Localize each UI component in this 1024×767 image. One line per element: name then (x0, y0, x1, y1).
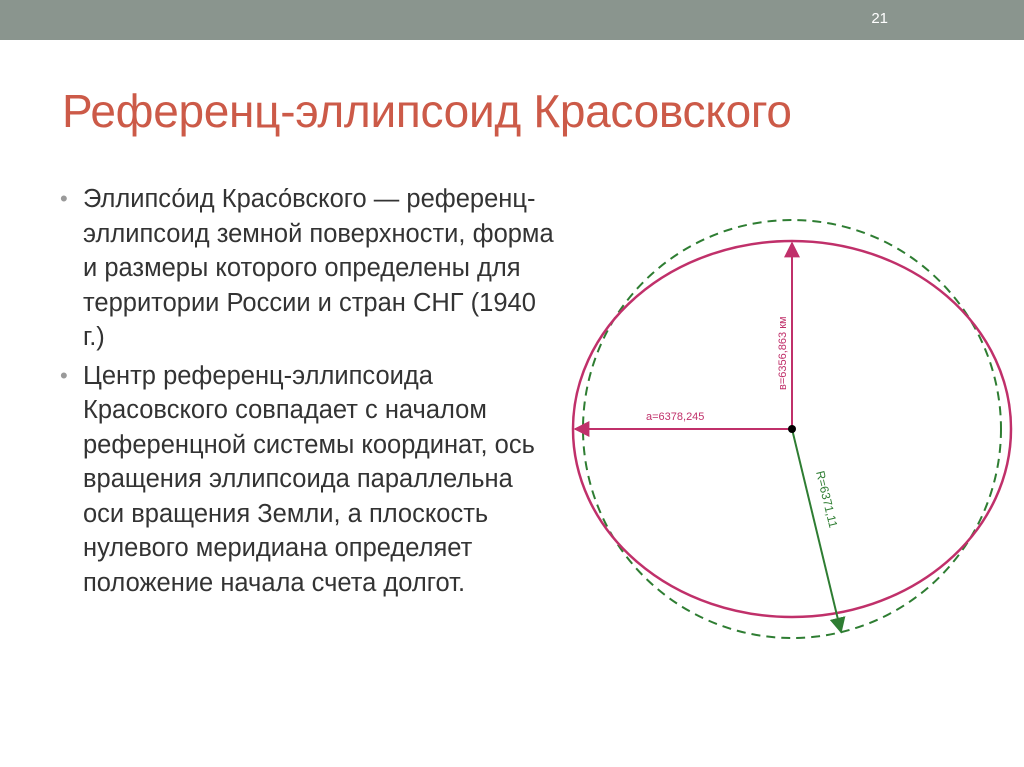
radius-arrow (792, 429, 841, 632)
top-bar (0, 0, 1024, 40)
label-b: в=6356,863 км (777, 316, 789, 390)
bullet-list (60, 182, 560, 604)
bullet-item (60, 359, 560, 601)
label-r: R=6371,11 (813, 469, 841, 530)
ellipsoid-diagram (560, 200, 1020, 650)
bullet-marker: • (60, 186, 68, 211)
center-point (788, 425, 796, 433)
bullet-text: Центр референц-эллипсоида Красовского совпадает с началом референцной системы координат, ось вращения эллипсоида параллельна оси вращения Земли, а плоскость нулевого меридиана определяет положение начала счета долгот. (83, 361, 535, 597)
bullet-text: Эллипсо́ид Красо́вского — референц-эллипсоид земной поверхности, форма и размеры которого определены для территории России и стран СНГ (1940 г.) (83, 185, 554, 351)
bullet-marker: • (60, 362, 68, 388)
label-a: a=6378,245 (646, 411, 705, 423)
bullet-item (60, 182, 560, 355)
slide-number: 21 (871, 10, 888, 27)
slide-title: Референц-эллипсоид Красовского (62, 85, 792, 137)
